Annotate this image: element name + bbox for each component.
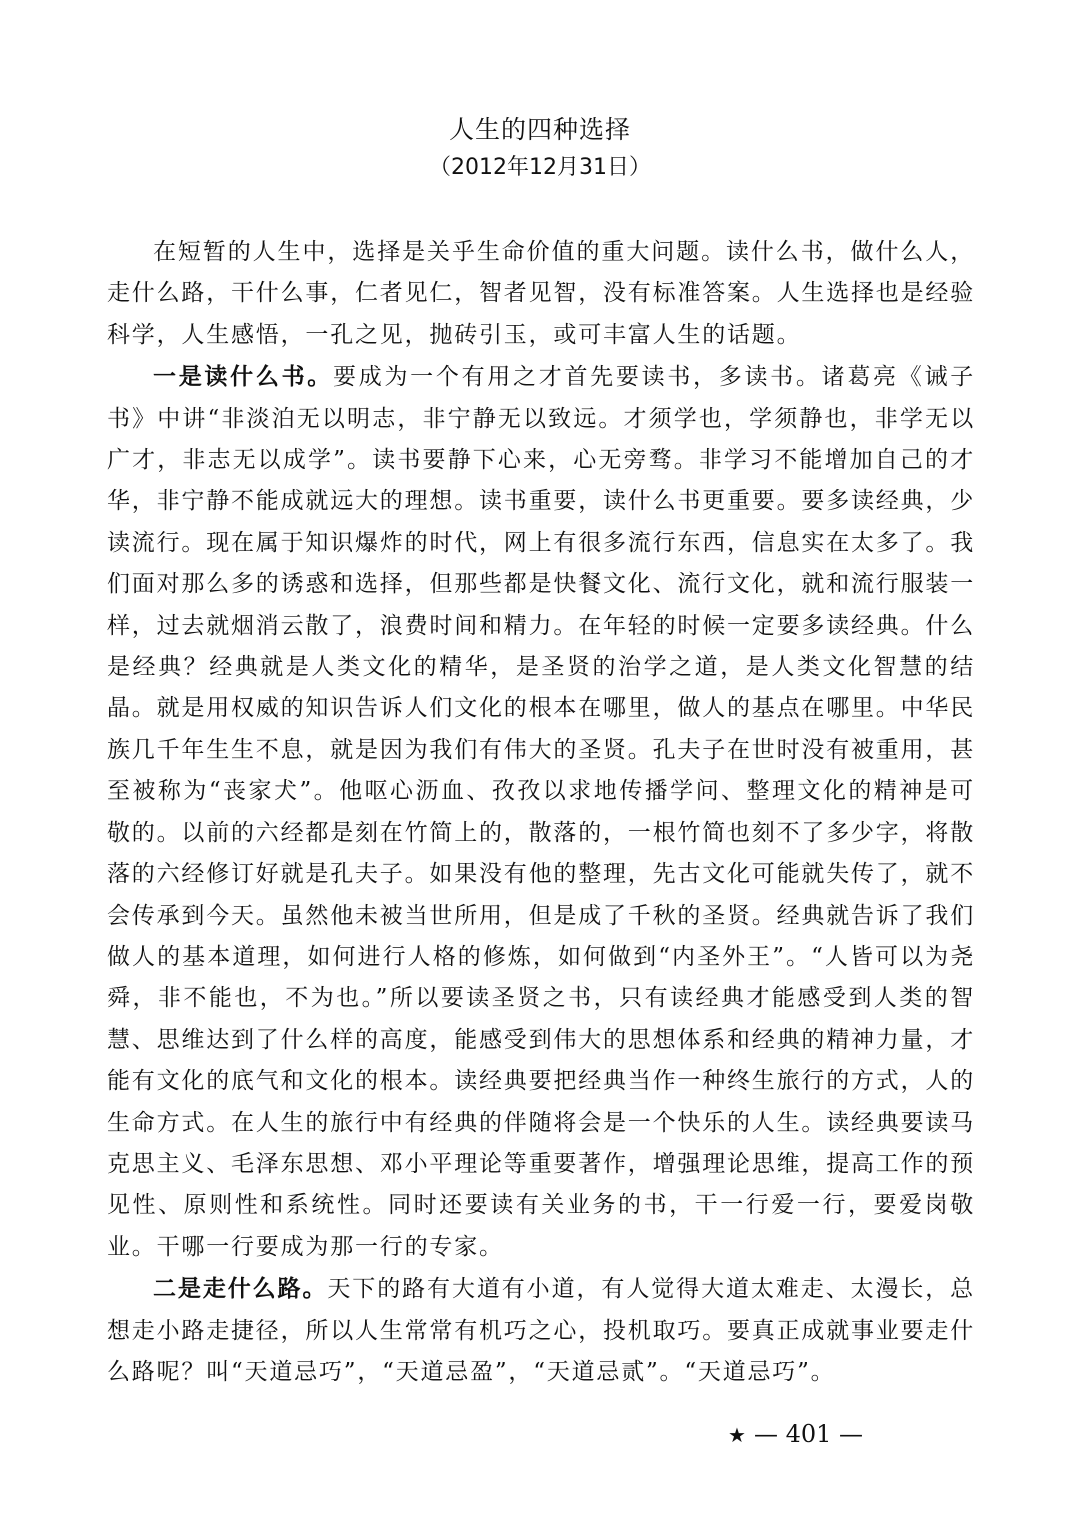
document-body — [107, 232, 975, 1393]
section-heading-reading: 一是读什么书。 — [153, 363, 334, 391]
document-date: （2012年12月31日） — [429, 155, 651, 180]
intro-paragraph: 在短暂的人生中，选择是关乎生命价值的重大问题。读什么书，做什么人，走什么路，干什么事，仁者见仁，智者见智，没有标准答案。人生选择也是经验科学，人生感悟，一孔之见，抛砖引玉，或可丰富人生的话题。 — [107, 239, 975, 348]
page-footer — [728, 1417, 928, 1452]
section-heading-path: 二是走什么路。 — [153, 1275, 328, 1303]
document-title: 人生的四种选择 — [448, 115, 631, 144]
page-number: — 401 — — [753, 1420, 864, 1448]
section-text-path: 天下的路有大道有小道，有人觉得大道太难走、太漫长，总想走小路走捷径，所以人生常常有机巧之心，投机取巧。要真正成就事业要走什么路呢？叫“天道忌巧”，“天道忌盈”，“天道忌贰”。“天道忌巧”。 — [107, 1276, 975, 1385]
section-paragraph-reading — [107, 356, 975, 1268]
section-text-reading: 要成为一个有用之才首先要读书，多读书。诸葛亮《诫子书》中讲“非淡泊无以明志，非宁静无以致远。才须学也，学须静也，非学无以广才，非志无以成学”。读书要静下心来，心无旁骛。非学习不能增加自己的才华，非宁静不能成就远大的理想。读书重要，读什么书更重要。要多读经典，少读流行。现在属于知识爆炸的时代，网上有很多流行东西，信息实在太多了。我们面对那么多的诱惑和选择，但那些都是快餐文化、流行文化，就和流行服装一样，过去就烟消云散了，浪费时间和精力。在年轻的时候一定要多读经典。什么是经典？经典就是人类文化的精华，是圣贤的治学之道，是人类文化智慧的结晶。就是用权威的知识告诉人们文化的根本在哪里，做人的基点在哪里。中华民族几千年生生不息，就是因为我们有伟大的圣贤。孔夫子在世时没有被重用，甚至被称为“丧家犬”。他呕心沥血、孜孜以求地传播学问、整理文化的精神是可敬的。以前的六经都是刻在竹简上的，散落的，一根竹简也刻不了多少字，将散落的六经修订好就是孔夫子。如果没有他的整理，先古文化可能就失传了，就不会传承到今天。虽然他未被当世所用，但是成了千秋的圣贤。经典就告诉了我们做人的基本道理，如何进行人格的修炼，如何做到“内圣外王”。“人皆可以为尧舜，非不能也，不为也。”所以要读圣贤之书，只有读经典才能感受到人类的智慧、思维达到了什么样的高度，能感受到伟大的思想体系和经典的精神力量，才能有文化的底气和文化的根本。读经典要把经典当作一种终生旅行的方式，人的生命方式。在人生的旅行中有经典的伴随将会是一个快乐的人生。读经典要读马克思主义、毛泽东思想、邓小平理论等重要著作，增强理论思维，提高工作的预见性、原则性和系统性。同时还要读有关业务的书，干一行爱一行，要爱岗敬业。干哪一行要成为那一行的专家。 — [107, 364, 975, 1260]
section-paragraph-path — [107, 1268, 975, 1393]
star-icon: ★ — [728, 1423, 746, 1447]
